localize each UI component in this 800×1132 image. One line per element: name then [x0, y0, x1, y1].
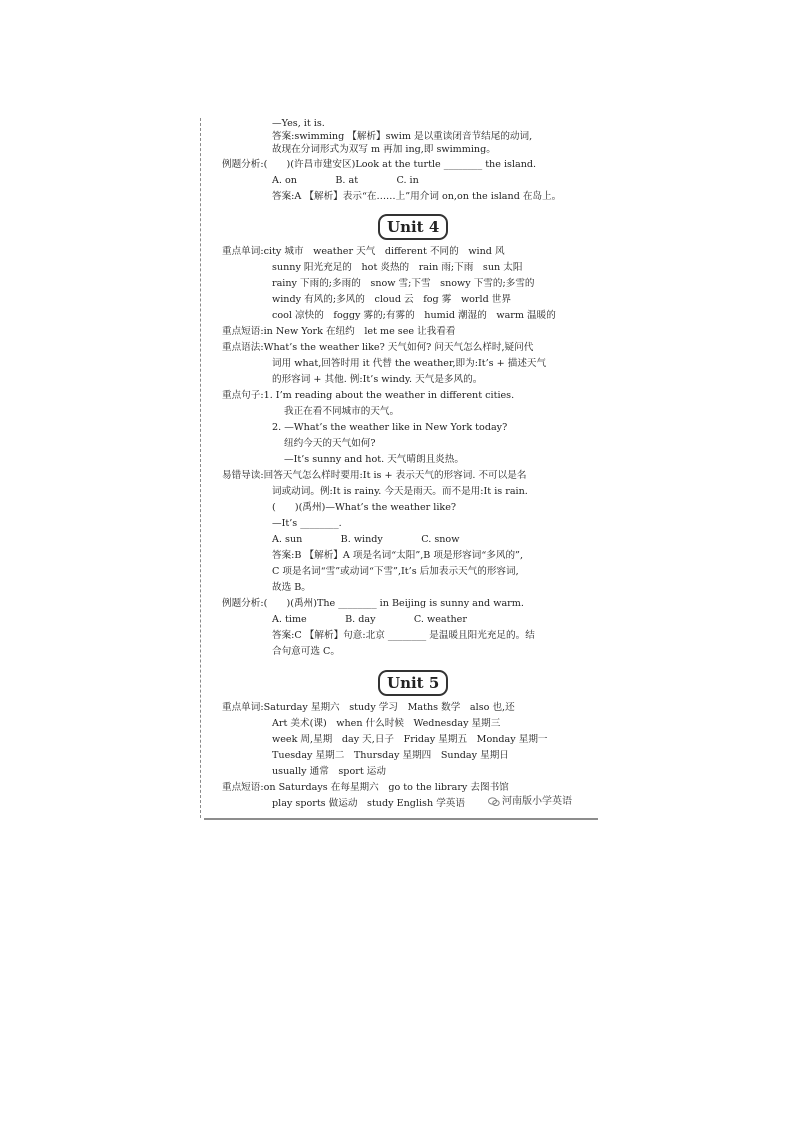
wechat-icon [488, 797, 500, 807]
text-line: cool 凉快的 foggy 雾的;有雾的 humid 潮湿的 warm 温暖的 [272, 310, 556, 321]
binding-dash-line [200, 118, 201, 818]
options-line: A. time B. day C. weather [272, 614, 467, 625]
text-line: 纽约今天的天气如何? [284, 438, 376, 449]
watermark-text: 河南版小学英语 [502, 796, 572, 807]
text-line: —It’s sunny and hot. 天气晴朗且炎热。 [284, 454, 464, 465]
example-analysis-line: 例题分析:( )(禹州)The ________ in Beijing is sunny and warm. [222, 598, 524, 609]
text-line: 的形容词 + 其他. 例:It’s windy. 天气是多风的。 [272, 374, 483, 385]
options-line: A. on B. at C. in [272, 175, 419, 186]
text-line: Tuesday 星期二 Thursday 星期四 Sunday 星期日 [272, 750, 509, 761]
text-line: —It’s ________. [272, 518, 342, 529]
text-line: sunny 阳光充足的 hot 炎热的 rain 雨;下雨 sun 太阳 [272, 262, 523, 273]
answer-line: 答案:B 【解析】A 项是名词“太阳”,B 项是形容词“多风的”, [272, 550, 524, 561]
text-line: windy 有风的;多风的 cloud 云 fog 雾 world 世界 [272, 294, 511, 305]
text-line: 合句意可选 C。 [272, 646, 340, 657]
answer-line: 答案:A 【解析】表示“在……上”用介词 on,on the island 在岛上。 [272, 191, 562, 202]
text-line: 故现在分词形式为双写 m 再加 ing,即 swimming。 [272, 144, 496, 155]
text-line: 我正在看不同城市的天气。 [284, 406, 400, 417]
text-line: Art 美术(课) when 什么时候 Wednesday 星期三 [272, 718, 501, 729]
options-line: A. sun B. windy C. snow [272, 534, 460, 545]
text-line: 2. —What’s the weather like in New York today? [272, 422, 508, 433]
error-guide-line: 易错导读:回答天气怎么样时要用:It is + 表示天气的形容词. 不可以是名 [222, 470, 527, 481]
bottom-rule [204, 818, 598, 820]
key-words-line: 重点单词:city 城市 weather 天气 different 不同的 wind 风 [222, 246, 505, 257]
text-line: ( )(禹州)—What’s the weather like? [272, 502, 457, 513]
answer-line: 答案:swimming 【解析】swim 是以重读闭音节结尾的动词, [272, 131, 533, 142]
key-grammar-line: 重点语法:What’s the weather like? 天气如何? 问天气怎么样时,疑问代 [222, 342, 534, 353]
example-analysis-line: 例题分析:( )(许昌市建安区)Look at the turtle ________ the island. [222, 159, 537, 170]
text-line: play sports 做运动 study English 学英语 [272, 798, 465, 809]
text-line: usually 通常 sport 运动 [272, 766, 386, 777]
text-line: 故选 B。 [272, 582, 311, 593]
unit-4-heading: Unit 4 [378, 214, 448, 240]
answer-line: 答案:C 【解析】句意:北京 ________ 是温暖且阳光充足的。结 [272, 630, 535, 641]
text-line: rainy 下雨的;多雨的 snow 雪;下雪 snowy 下雪的;多雪的 [272, 278, 535, 289]
text-line: —Yes, it is. [272, 118, 325, 129]
text-line: C 项是名词“雪”或动词“下雪”,It’s 后加表示天气的形容词, [272, 566, 519, 577]
text-line: 词用 what,回答时用 it 代替 the weather,即为:It’s + 描述天气 [272, 358, 547, 369]
text-line: 词或动词。例:It is rainy. 今天是雨天。而不是用:It is rain. [272, 486, 528, 497]
key-words-line: 重点单词:Saturday 星期六 study 学习 Maths 数学 also 也,还 [222, 702, 515, 713]
key-phrases-line: 重点短语:on Saturdays 在每星期六 go to the library 去图书馆 [222, 782, 509, 793]
unit-5-heading: Unit 5 [378, 670, 448, 696]
text-line: week 周,星期 day 天,日子 Friday 星期五 Monday 星期一 [272, 734, 548, 745]
key-sentences-line: 重点句子:1. I’m reading about the weather in different cities. [222, 390, 515, 401]
key-phrases-line: 重点短语:in New York 在纽约 let me see 让我看看 [222, 326, 456, 337]
